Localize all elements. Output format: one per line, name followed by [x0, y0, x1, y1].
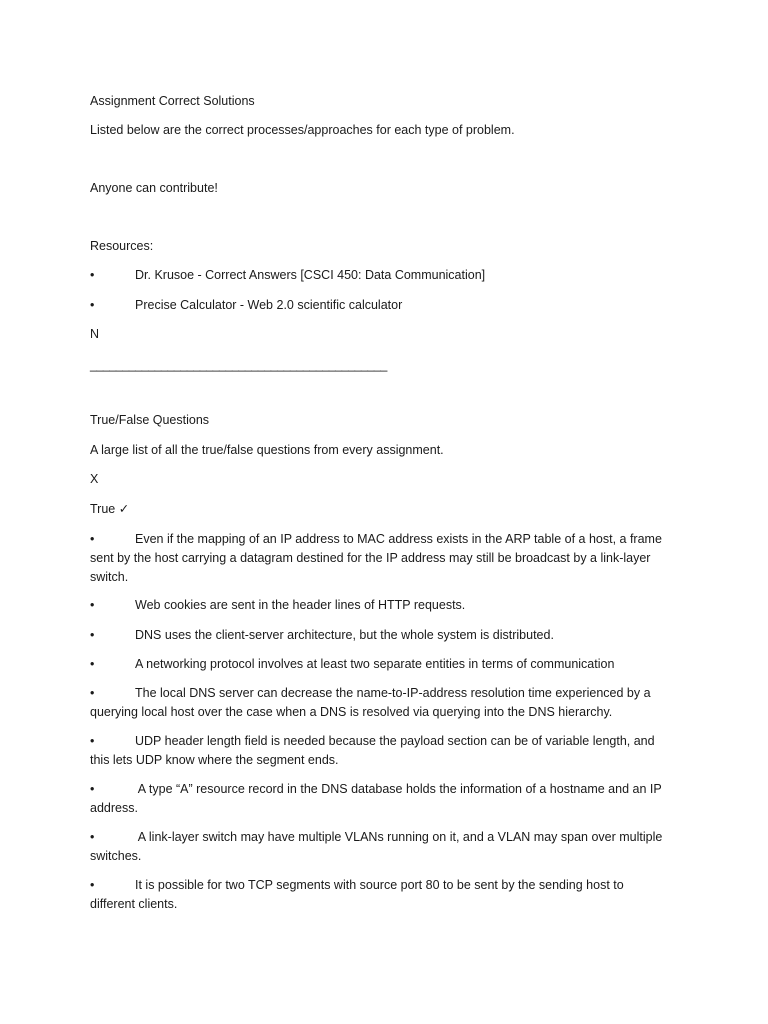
true-question-item	[90, 828, 670, 866]
true-question-text: Web cookies are sent in the header lines of HTTP requests.	[135, 598, 466, 612]
bullet-mark: •	[90, 830, 95, 844]
true-question-item	[90, 684, 670, 722]
bullet-mark: •	[90, 782, 95, 796]
marker-x: X	[90, 472, 99, 486]
tf-intro: A large list of all the true/false questions from every assignment.	[90, 443, 444, 457]
resource-item-text: Dr. Krusoe - Correct Answers [CSCI 450: Data Communication]	[135, 268, 486, 282]
true-question-text: A type “A” resource record in the DNS database holds the information of a hostname and an IP address.	[90, 782, 662, 815]
doc-title: Assignment Correct Solutions	[90, 94, 255, 108]
resources-heading: Resources:	[90, 239, 154, 253]
bullet-mark: •	[90, 532, 95, 546]
tf-heading: True/False Questions	[90, 413, 210, 427]
resource-item	[90, 266, 485, 285]
marker-n: N	[90, 327, 100, 341]
true-question-text: It is possible for two TCP segments with source port 80 to be sent by the sending host to different clients.	[90, 878, 624, 911]
bullet-mark: •	[90, 628, 95, 642]
true-question-item	[90, 626, 670, 645]
contribute-text: Anyone can contribute!	[90, 181, 218, 195]
bullet-mark: •	[90, 878, 95, 892]
true-question-text: A link-layer switch may have multiple VLANs running on it, and a VLAN may span over multiple switches.	[90, 830, 663, 863]
bullet-mark: •	[90, 686, 95, 700]
true-question-text: Even if the mapping of an IP address to MAC address exists in the ARP table of a host, a frame sent by the host carrying a datagram destined for the IP address may still be broadcast by a link-layer switch.	[90, 532, 662, 584]
true-question-item	[90, 876, 670, 914]
true-label: True ✓	[90, 502, 130, 516]
section-divider: ______________________________________________	[90, 358, 387, 372]
resource-item	[90, 296, 402, 315]
true-question-text: The local DNS server can decrease the name-to-IP-address resolution time experienced by a querying local host over the case when a DNS is resolved via querying into the DNS hierarchy.	[90, 686, 651, 719]
doc-intro: Listed below are the correct processes/approaches for each type of problem.	[90, 123, 515, 137]
resource-item-text: Precise Calculator - Web 2.0 scientific calculator	[135, 298, 403, 312]
bullet-mark: •	[90, 298, 95, 312]
true-question-item	[90, 596, 670, 615]
bullet-mark: •	[90, 598, 95, 612]
bullet-mark: •	[90, 657, 95, 671]
true-question-item	[90, 530, 670, 587]
true-question-text: UDP header length field is needed because the payload section can be of variable length, and this lets UDP know where the segment ends.	[90, 734, 655, 767]
true-question-item	[90, 732, 670, 770]
true-question-item	[90, 655, 670, 674]
bullet-mark: •	[90, 268, 95, 282]
bullet-mark: •	[90, 734, 95, 748]
true-question-text: DNS uses the client-server architecture, but the whole system is distributed.	[135, 628, 554, 642]
true-question-text: A networking protocol involves at least two separate entities in terms of communication	[135, 657, 615, 671]
true-question-item	[90, 780, 670, 818]
